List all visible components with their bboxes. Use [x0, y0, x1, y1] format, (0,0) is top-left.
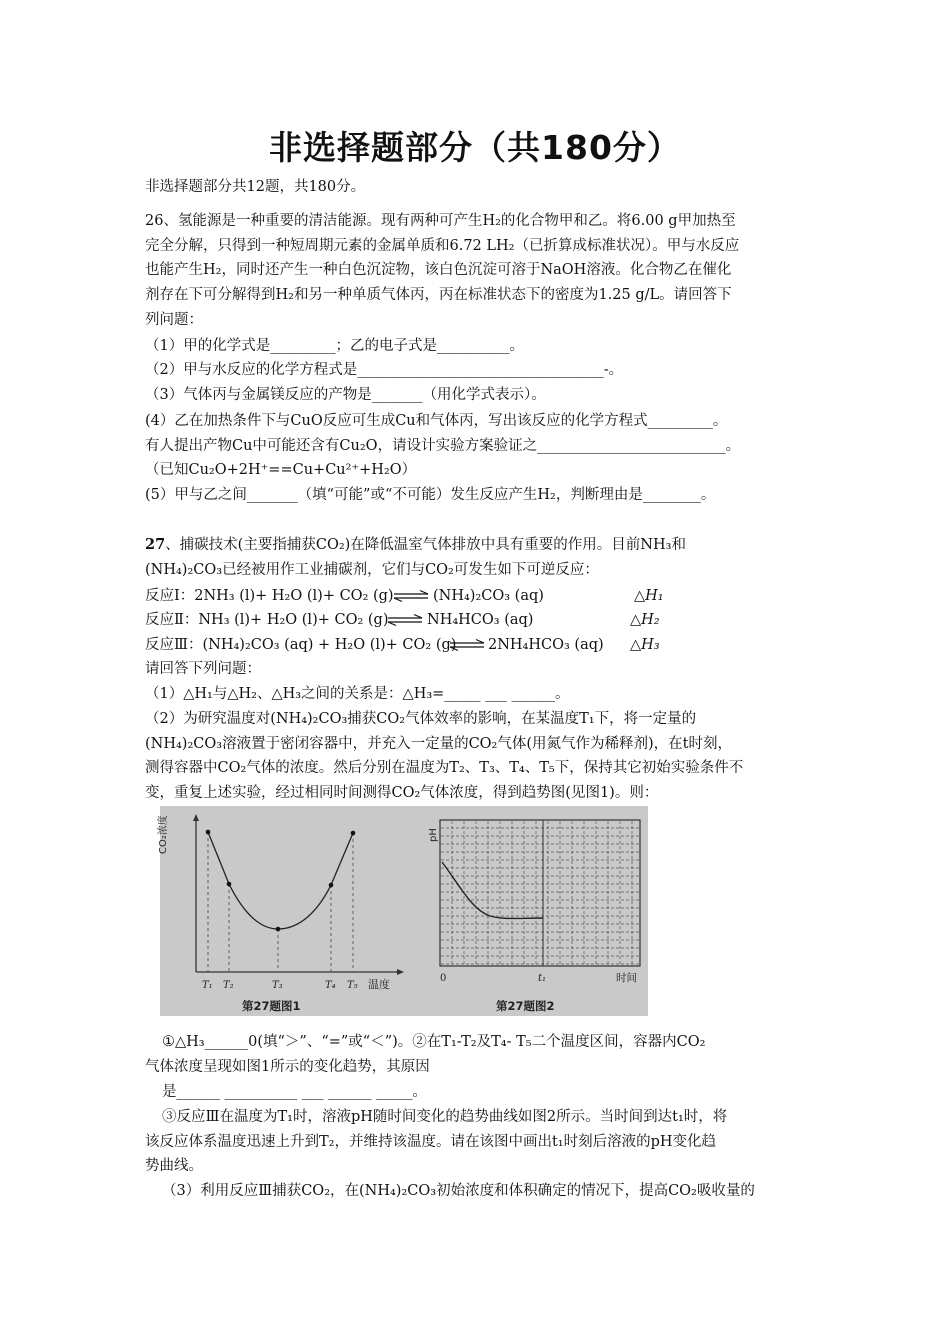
fig2-x-label: 时间 [616, 972, 637, 984]
equilibrium-arrow-icon [386, 614, 424, 626]
q27-line-2: (NH₄)₂CO₃已经被用作工业捕碳剂，它们与CO₂可发生如下可逆反应： [145, 562, 599, 578]
q26-part-1: （1）甲的化学式是_________；乙的电子式是__________。 [145, 338, 524, 354]
fig1-tick-label: T₄ [325, 980, 336, 991]
fig1-x-axis-arrow-icon [397, 969, 404, 975]
q27-ask: 请回答下列问题： [145, 661, 261, 677]
q26-line: 也能产生H₂，同时还产生一种白色沉淀物，该白色沉淀可溶于NaOH溶液。化合物乙在催化 [145, 262, 732, 278]
q27-part-2-cont: (NH₄)₂CO₃溶液置于密闭容器中，并充入一定量的CO₂气体(用氮气作为稀释剂)，在t时刻， [145, 736, 732, 752]
fig1-tick-label: T₃ [272, 980, 283, 991]
reaction-1-right: (NH₄)₂CO₃ (aq) [433, 588, 544, 604]
page-title: 非选择题部分（共180分） [269, 128, 681, 167]
fig1-tick-label: T₁ [202, 980, 213, 991]
fig1-tick-label: T₂ [223, 980, 234, 991]
reaction-2-left: 反应Ⅱ：NH₃ (l)+ H₂O (l)+ CO₂ (g) [145, 612, 389, 628]
fig2-ph-curve [442, 862, 543, 919]
reaction-3-right: 2NH₄HCO₃ (aq) [488, 637, 604, 653]
fig2-y-label: pH [428, 828, 439, 842]
q26-part-3: （3）气体丙与金属镁反应的产物是_______（用化学式表示）。 [145, 387, 546, 403]
q27-number: 27 [145, 536, 166, 553]
reaction-3-left: 反应Ⅲ：(NH₄)₂CO₃ (aq) + H₂O (l)+ CO₂ (g) [145, 637, 457, 653]
q27-part-2-blank: 是______ __________ ___ ______ _____。 [162, 1084, 427, 1100]
q27-part-3: （3）利用反应Ⅲ捕获CO₂，在(NH₄)₂CO₃初始浓度和体积确定的情况下，提高CO₂吸收量的 [162, 1183, 755, 1199]
q27-text: 、捕碳技术(主要指捕获CO₂)在降低温室气体排放中具有重要的作用。目前NH₃和 [165, 537, 686, 553]
figure-1 [156, 814, 404, 1013]
fig1-curve [208, 832, 353, 929]
fig1-caption: 第27题图1 [242, 999, 301, 1013]
equilibrium-arrow-icon [392, 590, 430, 602]
q27-part-2-cont: 测得容器中CO₂气体的浓度。然后分别在温度为T₂、T₃、T₄、T₅下，保持其它初始实验条件不 [145, 760, 744, 776]
fig2-caption: 第27题图2 [496, 999, 555, 1013]
q26-line: 完全分解，只得到一种短周期元素的金属单质和6.72 LH₂（已折算成标准状况）。甲与水反应 [145, 238, 740, 254]
q26-part-2: （2）甲与水反应的化学方程式是__________________________________-。 [145, 362, 624, 378]
reaction-1-left: 反应Ⅰ：2NH₃ (l)+ H₂O (l)+ CO₂ (g) [145, 588, 394, 604]
q26-part-5: (5）甲与乙之间_______（填“可能”或“不可能）发生反应产生H₂，判断理由是________。 [145, 487, 716, 503]
fig2-grid [441, 821, 639, 965]
reaction-3-enthalpy: △H₃ [630, 637, 660, 653]
fig1-point [351, 831, 356, 836]
q26-part-4-cont: 有人提出产物Cu中可能还含有Cu₂O，请设计实验方案验证之__________________________。 [145, 438, 741, 454]
figure-photo [160, 806, 648, 1016]
reaction-2-right: NH₄HCO₃ (aq) [427, 612, 534, 628]
fig1-y-label: CO₂浓度 [158, 815, 169, 854]
reaction-2-enthalpy: △H₂ [630, 612, 660, 628]
fig2-tick-label: 0 [440, 973, 447, 984]
q27-part-2: （2）为研究温度对(NH₄)₂CO₃捕获CO₂气体效率的影响，在某温度T₁下，将一定量的 [145, 711, 697, 727]
section-intro: 非选择题部分共12题，共180分。 [145, 179, 366, 195]
reaction-1-enthalpy: △H₁ [634, 588, 664, 604]
equilibrium-arrow-icon [448, 639, 486, 651]
fig1-x-label: 温度 [368, 978, 390, 991]
q26-line: 剂存在下可分解得到H₂和另一种单质气体丙，丙在标准状态下的密度为1.25 g/L。请回答下 [145, 287, 732, 303]
q27-line-1 [145, 535, 825, 555]
fig1-point [227, 882, 232, 887]
figure-2 [428, 820, 640, 1013]
q26-line: 列问题： [145, 312, 203, 328]
q27-part-2-sub-cont: 气体浓度呈现如图1所示的变化趋势，其原因 [145, 1059, 430, 1075]
q27-part-1: （1）△H₁与△H₂、△H₃之间的关系是：△H₃=_____ ___ ______。 [145, 686, 570, 702]
fig2-frame [440, 820, 640, 966]
fig1-point [206, 830, 211, 835]
fig1-point [329, 883, 334, 888]
q26-hint: （已知Cu₂O+2H⁺==Cu+Cu²⁺+H₂O） [145, 462, 417, 478]
fig2-tick-label: t₁ [538, 973, 547, 984]
q26-part-4: (4）乙在加热条件下与CuO反应可生成Cu和气体丙，写出该反应的化学方程式_________。 [145, 413, 728, 429]
q27-part-2-cont: 变，重复上述实验，经过相同时间测得CO₂气体浓度，得到趋势图(见图1)。则： [145, 785, 659, 801]
fig1-tick-label: T₅ [347, 980, 358, 991]
q27-part-2-sub3-cont: 该反应体系温度迅速上升到T₂，并维持该温度。请在该图中画出t₁时刻后溶液的pH变化趋 [145, 1134, 717, 1150]
fig1-y-axis-arrow-icon [193, 814, 199, 821]
q27-part-2-sub: ①△H₃______0(填“＞”、“=”或“＜”)。②在T₁-T₂及T₄- T₅二个温度区间，容器内CO₂ [162, 1034, 706, 1050]
q26-line: 26、氢能源是一种重要的清洁能源。现有两种可产生H₂的化合物甲和乙。将6.00 g甲加热至 [145, 213, 736, 229]
fig1-point [276, 927, 281, 932]
q27-part-2-sub3: ③反应Ⅲ在温度为T₁时，溶液pH随时间变化的趋势曲线如图2所示。当时间到达t₁时，将 [162, 1109, 728, 1125]
q27-part-2-sub3-cont: 势曲线。 [145, 1158, 203, 1174]
